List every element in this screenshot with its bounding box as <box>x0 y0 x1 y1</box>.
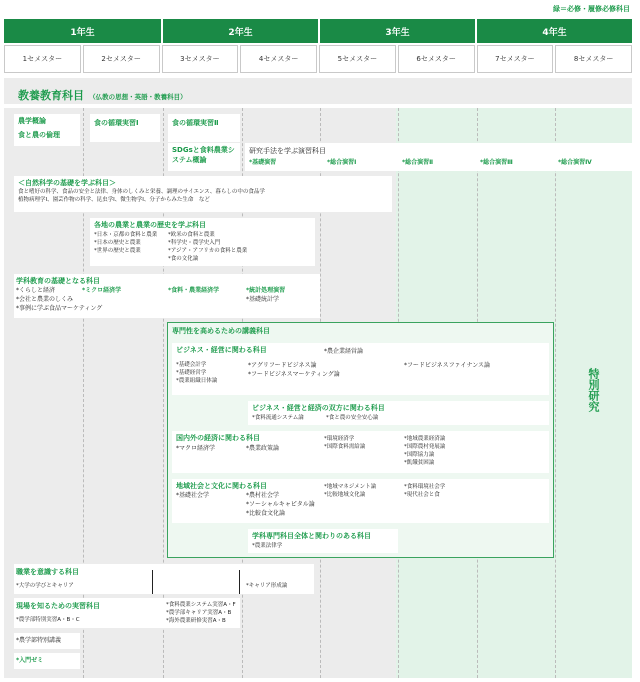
semester-6: 6セメスター <box>398 45 475 73</box>
history-item: *欧米の食料と農業 <box>168 232 215 238</box>
course-kiso-enshu: *基礎演習 <box>249 159 277 166</box>
liberal-arts-subtitle: （仏教の思想・英語・教養科目） <box>89 93 187 101</box>
practice-item: *農学部キャリア実習A・B <box>166 610 232 616</box>
foundation-item: *くらしと経済 <box>16 287 56 294</box>
specialty-title: 専門性を高めるための講義科目 <box>172 327 270 335</box>
research-methods-box <box>245 143 632 171</box>
year-3-header: 3年生 <box>320 19 475 43</box>
foundation-box <box>14 274 320 318</box>
practice-item: *食料農業システム実習A・F <box>166 602 236 608</box>
business-item: *農業組織日体論 <box>176 378 218 384</box>
course-nogaku-gairon: 農学概論 <box>18 117 46 125</box>
economy-item: *国際協力論 <box>404 452 435 458</box>
career-box <box>14 564 314 594</box>
semester-3: 3セメスター <box>162 45 239 73</box>
semester-4: 4セメスター <box>240 45 317 73</box>
year-4-header: 4年生 <box>477 19 632 43</box>
course-sogo-1: *総合演習Ⅰ <box>327 159 357 166</box>
both-item: *食と農の安全安心論 <box>326 415 379 421</box>
economy-box <box>172 431 549 473</box>
regional-item: *比較地域文化論 <box>324 492 366 498</box>
regional-sem-4 <box>246 491 315 518</box>
foundation-item: *事例に学ぶ食品マーケティング <box>16 305 103 312</box>
history-col-1 <box>94 231 157 255</box>
history-box <box>90 218 315 266</box>
economy-item: *マクロ経済学 <box>176 445 216 452</box>
practice-sem-3 <box>166 601 236 625</box>
practice-box <box>14 598 240 628</box>
history-title: 各地の農業と農業の歴史を学ぶ科目 <box>94 221 206 229</box>
foundation-item: *会社と農業のしくみ <box>16 296 74 303</box>
business-box <box>172 343 549 395</box>
whole-title: 学科専門科目全体と関わりのある科目 <box>252 532 371 540</box>
business-item: *基礎会計学 <box>176 362 207 368</box>
business-item: *アグリフードビジネス論 <box>248 362 317 369</box>
course-sogo-3: *総合演習Ⅲ <box>480 159 513 166</box>
history-item: *アジア・アフリカの食料と農業 <box>168 248 248 254</box>
career-item: *大学の学びとキャリア <box>16 583 74 589</box>
foundation-item: *基礎統計学 <box>246 296 280 303</box>
regional-item: *ソーシャルキャピタル論 <box>246 501 315 508</box>
practice-title: 現場を知るための実習科目 <box>16 602 100 610</box>
regional-item: *現代社会と食 <box>404 492 440 498</box>
research-methods-title: 研究手法を学ぶ演習科目 <box>249 147 326 155</box>
regional-sem-6 <box>404 483 445 499</box>
year-1-header: 1年生 <box>4 19 161 43</box>
regional-item: *農村社会学 <box>246 492 280 499</box>
business-item: *フードビジネスマーケティング論 <box>248 371 340 378</box>
business-sem-3 <box>176 361 217 385</box>
economy-sem-5 <box>324 435 365 451</box>
foundation-item: *統計処理演習 <box>246 287 286 294</box>
both-title: ビジネス・経営と経済の双方に関わる科目 <box>252 404 385 412</box>
natural-science-title: ＜自然科学の基礎を学ぶ科目＞ <box>18 179 116 187</box>
economy-title: 国内外の経済に関わる科目 <box>176 434 260 442</box>
semester-7: 7セメスター <box>477 45 554 73</box>
regional-item: *比較食文化論 <box>246 510 286 517</box>
business-item: *基礎経営学 <box>176 370 207 376</box>
history-item: *日本の歴史と農業 <box>94 240 141 246</box>
economy-item: *農業政策論 <box>246 445 280 452</box>
economy-sem-6 <box>404 435 445 467</box>
semester-2: 2セメスター <box>83 45 160 73</box>
history-item: *食の文化論 <box>168 256 199 262</box>
both-box <box>248 401 549 425</box>
semester-row <box>4 45 632 73</box>
regional-item: *地域マネジメント論 <box>324 484 377 490</box>
economy-item: *環境経済学 <box>324 436 355 442</box>
liberal-arts-title <box>18 84 187 103</box>
column-guide <box>555 108 556 678</box>
course-special-lecture: *農学部特別講義 <box>14 633 80 649</box>
history-item: *科学史・農学史入門 <box>168 240 221 246</box>
natural-science-line-2: 植物病理学Ⅰ、園芸作物の科学、昆虫学Ⅰ、微生物学Ⅰ、分子からみた生命 など <box>18 197 210 203</box>
foundation-item: *食料・農業経済学 <box>168 287 220 294</box>
required-basics-box <box>14 114 80 146</box>
semester-8: 8セメスター <box>555 45 632 73</box>
economy-item: *飢餓貧困論 <box>404 460 435 466</box>
course-sogo-4: *総合演習Ⅳ <box>558 159 592 166</box>
career-connector <box>239 570 240 594</box>
business-title: ビジネス・経営に関わる科目 <box>176 346 267 354</box>
history-col-2 <box>168 231 247 263</box>
economy-item: *国際農村発展論 <box>404 444 446 450</box>
year-2-header: 2年生 <box>163 19 318 43</box>
history-item: *日本・京都の食料と農業 <box>94 232 158 238</box>
course-intro-seminar: *入門ゼミ <box>14 653 80 669</box>
special-research-label: 特別研究 <box>587 368 600 412</box>
regional-item: *基礎社会学 <box>176 492 210 499</box>
semester-1: 1セメスター <box>4 45 81 73</box>
foundation-item: *ミクロ経済学 <box>82 287 122 294</box>
history-item: *世界の歴史と農業 <box>94 248 141 254</box>
legend-text: 緑＝必修・履修必修科目 <box>553 5 630 13</box>
business-item: *フードビジネスファイナンス論 <box>404 362 491 369</box>
career-connector <box>152 570 153 594</box>
whole-item: *農業法律学 <box>252 543 283 549</box>
course-sogo-2: *総合演習Ⅱ <box>402 159 434 166</box>
practice-item: *農学部特別実習A・B・C <box>16 617 80 623</box>
economy-item: *国際食料需給論 <box>324 444 366 450</box>
career-item: *キャリア形成論 <box>246 583 288 589</box>
natural-science-line-1: 食と嗜好の科学、食品の安全と法律、身体のしくみと栄養、調理のサイエンス、暮らしの中の食品学 <box>18 189 265 195</box>
practice-item: *海外農業研修実習A・B <box>166 618 226 624</box>
regional-sem-5 <box>324 483 376 499</box>
liberal-arts-label: 教養教育科目 <box>18 89 84 102</box>
regional-title: 地域社会と文化に関わる科目 <box>176 482 267 490</box>
business-item: *農企業経営論 <box>324 348 364 355</box>
course-junkan-2: 食の循環実習Ⅱ <box>168 114 240 142</box>
foundation-title: 学科教育の基礎となる科目 <box>16 277 100 285</box>
economy-item: *地域農業経済論 <box>404 436 446 442</box>
regional-box <box>172 479 549 523</box>
course-sdgs: SDGsと食料農業システム概論 <box>168 143 240 171</box>
business-sem-4 <box>248 361 340 379</box>
specialty-box <box>167 322 554 558</box>
career-title: 職業を意識する科目 <box>16 568 79 576</box>
both-item: *食料流通システム論 <box>252 415 304 421</box>
regional-item: *食料環境社会学 <box>404 484 446 490</box>
course-junkan-1: 食の循環実習Ⅰ <box>90 114 160 142</box>
semester-5: 5セメスター <box>319 45 396 73</box>
natural-science-box <box>14 176 392 212</box>
whole-box <box>248 529 398 553</box>
course-ethics: 食と農の倫理 <box>18 131 60 139</box>
